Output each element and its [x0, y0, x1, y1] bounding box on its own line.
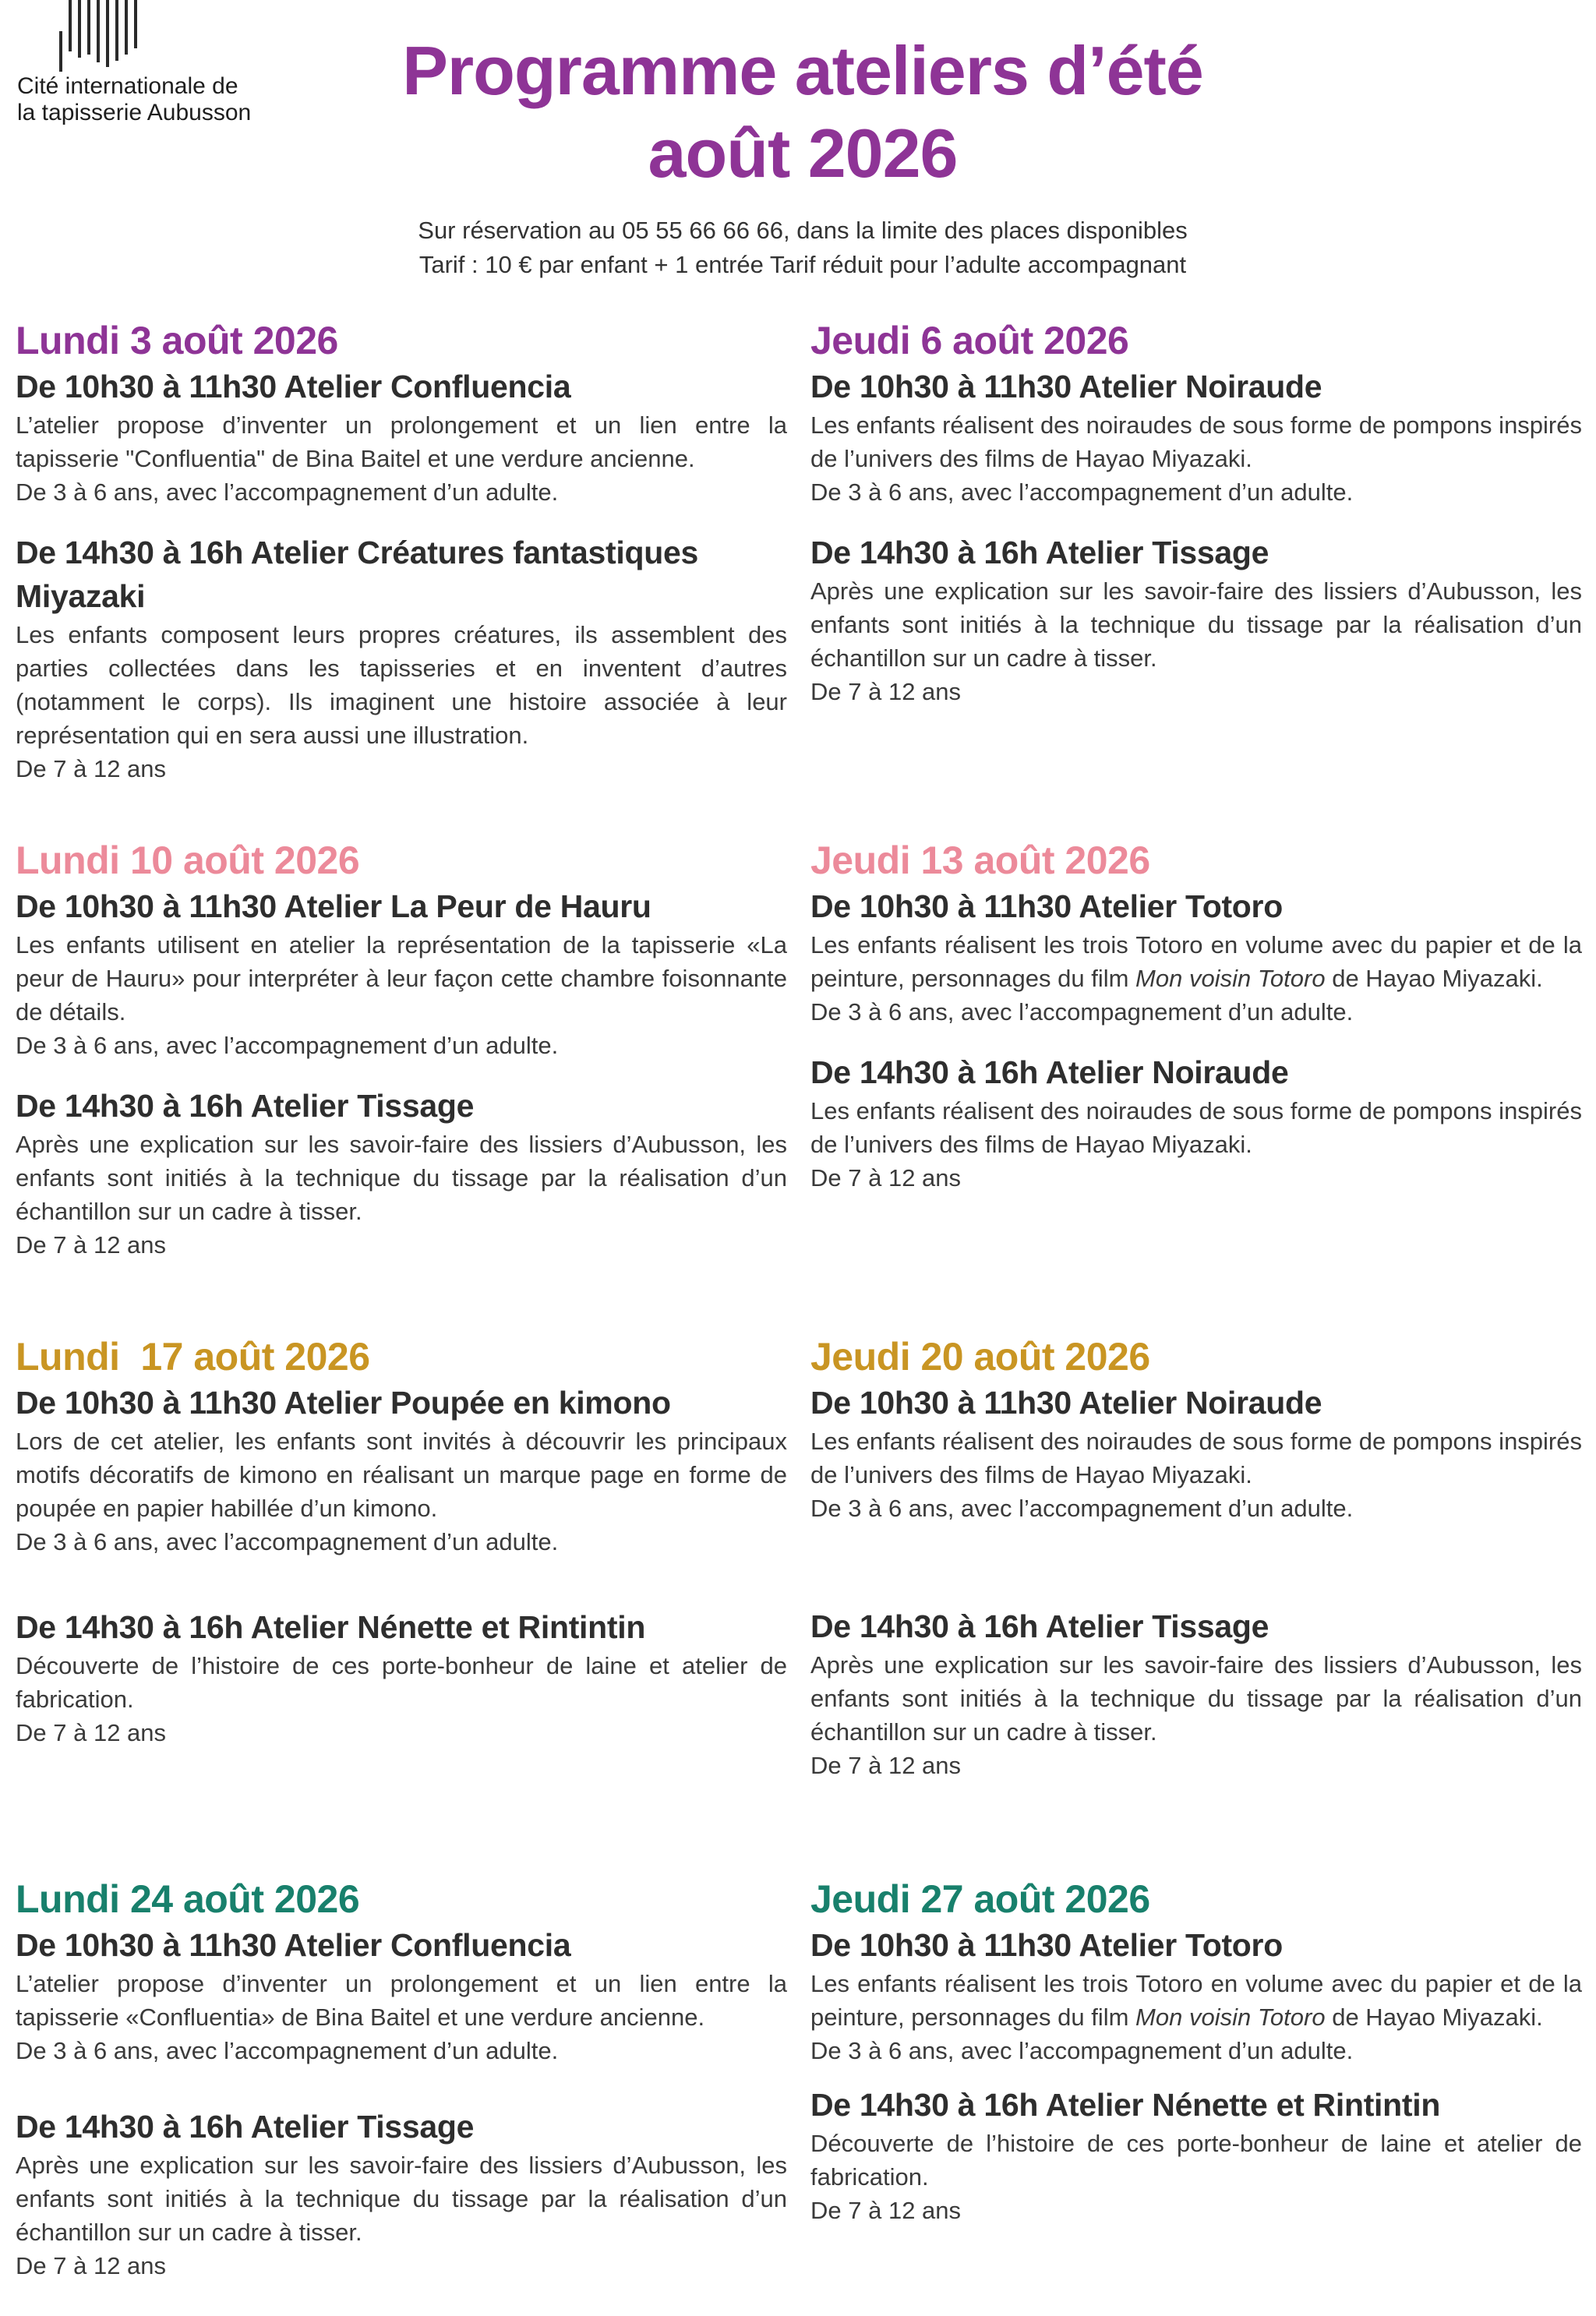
workshop-description: Découverte de l’histoire de ces porte-bonheur de laine et atelier de fabrication.: [16, 1652, 787, 1713]
description-text: de Hayao Miyazaki.: [1325, 965, 1543, 992]
workshop-description: L’atelier propose d’inventer un prolongement et un lien entre la tapisserie «Confluentia» de Bina Baitel et une verdure ancienne.: [16, 1970, 787, 2031]
day-section: [16, 1333, 787, 1749]
workshop-age: De 3 à 6 ans, avec l’accompagnement d’un adulte.: [810, 2037, 1354, 2064]
workshop-age: De 7 à 12 ans: [810, 1752, 962, 1779]
workshop-description: Après une explication sur les savoir-faire des lissiers d’Aubusson, les enfants sont initiés à la technique du tissage par la réalisation d’un échantillon sur un cadre à tisser.: [810, 577, 1582, 672]
workshop-heading: De 10h30 à 11h30 Atelier Poupée en kimono: [16, 1385, 671, 1421]
workshop-heading: De 14h30 à 16h Atelier Noiraude: [810, 1054, 1289, 1090]
workshop-description: Les enfants composent leurs propres créatures, ils assemblent des parties collectées dans les tapisseries et en inventent d’autres (notamment le corps). Ils imaginent une histoire associée à leur représentation qui en sera aussi une illustration.: [16, 621, 787, 749]
page-title-line2: août 2026: [648, 115, 958, 192]
workshop-age: De 7 à 12 ans: [16, 1231, 167, 1259]
day-section: [810, 316, 1582, 708]
day-date: Lundi 10 août 2026: [16, 838, 360, 882]
workshop-age: De 3 à 6 ans, avec l’accompagnement d’un adulte.: [16, 478, 559, 506]
day-date: Lundi 24 août 2026: [16, 1877, 360, 1921]
workshop-heading: De 14h30 à 16h Atelier Tissage: [810, 1608, 1269, 1644]
workshop-heading: De 10h30 à 11h30 Atelier Confluencia: [16, 369, 571, 404]
workshop-heading: De 14h30 à 16h Atelier Créatures fantastiques Miyazaki: [16, 535, 698, 614]
workshop-heading: De 10h30 à 11h30 Atelier Totoro: [810, 1927, 1283, 1963]
workshop-description: Les enfants réalisent des noiraudes de sous forme de pompons inspirés de l’univers des films de Hayao Miyazaki.: [810, 1097, 1582, 1158]
day-date: Jeudi 20 août 2026: [810, 1335, 1150, 1379]
workshop-age: De 7 à 12 ans: [16, 755, 167, 782]
logo-text-line1: Cité internationale de: [17, 73, 238, 99]
workshop-heading: De 14h30 à 16h Atelier Tissage: [16, 1088, 475, 1124]
workshop-age: De 7 à 12 ans: [16, 1719, 167, 1746]
reservation-line: Sur réservation au 05 55 66 66 66, dans la limite des places disponibles: [418, 217, 1188, 244]
workshop-heading: De 14h30 à 16h Atelier Nénette et Rintintin: [16, 1609, 646, 1645]
workshop-description: [810, 928, 1582, 995]
workshop-description: Lors de cet atelier, les enfants sont invités à découvrir les principaux motifs décoratifs de kimono en réalisant un marque page en forme de poupée en papier habillée d’un kimono.: [16, 1428, 787, 1522]
workshop-age: De 3 à 6 ans, avec l’accompagnement d’un adulte.: [16, 1528, 559, 1555]
description-text: Les enfants réalisent les trois Totoro en volume avec du papier et de la peinture, personnages du film: [810, 1970, 1582, 2031]
workshop-description: L’atelier propose d’inventer un prolongement et un lien entre la tapisserie "Confluentia" de Bina Baitel et une verdure ancienne.: [16, 411, 787, 472]
film-title: Mon voisin Totoro: [1135, 965, 1326, 992]
day-section: [16, 836, 787, 1262]
logo-text-aubusson: Aubusson: [147, 100, 252, 125]
page-title: [296, 30, 1309, 195]
workshop-description: [810, 1967, 1582, 2034]
workshop-heading: De 10h30 à 11h30 Atelier Totoro: [810, 888, 1283, 924]
workshop-age: De 7 à 12 ans: [810, 2197, 962, 2224]
workshop-description: Les enfants réalisent des noiraudes de sous forme de pompons inspirés de l’univers des films de Hayao Miyazaki.: [810, 411, 1582, 472]
tariff-line: Tarif : 10 € par enfant + 1 entrée Tarif réduit pour l’adulte accompagnant: [418, 251, 1187, 278]
day-section: [16, 1875, 787, 2282]
day-date: Jeudi 13 août 2026: [810, 838, 1150, 882]
day-date: Lundi 17 août 2026: [16, 1335, 370, 1379]
film-title: Mon voisin Totoro: [1135, 2004, 1326, 2031]
workshop-description: Après une explication sur les savoir-faire des lissiers d’Aubusson, les enfants sont initiés à la technique du tissage par la réalisation d’un échantillon sur un cadre à tisser.: [16, 1131, 787, 1225]
workshop-age: De 7 à 12 ans: [810, 1164, 962, 1192]
day-section: [810, 1875, 1582, 2227]
workshop-age: De 3 à 6 ans, avec l’accompagnement d’un adulte.: [810, 1495, 1354, 1522]
logo-bars-icon: [59, 0, 137, 70]
day-date: Jeudi 27 août 2026: [810, 1877, 1150, 1921]
description-text: Les enfants réalisent les trois Totoro en volume avec du papier et de la peinture, personnages du film: [810, 931, 1582, 992]
workshop-description: Après une explication sur les savoir-faire des lissiers d’Aubusson, les enfants sont initiés à la technique du tissage par la réalisation d’un échantillon sur un cadre à tisser.: [16, 2152, 787, 2246]
workshop-age: De 3 à 6 ans, avec l’accompagnement d’un adulte.: [810, 998, 1354, 1026]
workshop-description: Les enfants utilisent en atelier la représentation de la tapisserie «La peur de Hauru» pour interpréter à leur façon cette chambre foisonnante de détails.: [16, 931, 787, 1026]
logo-text-tapisserie: la tapisserie: [17, 100, 143, 125]
workshop-heading: De 10h30 à 11h30 Atelier Noiraude: [810, 1385, 1322, 1421]
page-title-line1: Programme ateliers d’été: [402, 32, 1203, 109]
workshop-description: Découverte de l’histoire de ces porte-bonheur de laine et atelier de fabrication.: [810, 2130, 1582, 2191]
workshop-heading: De 10h30 à 11h30 Atelier Confluencia: [16, 1927, 571, 1963]
workshop-age: De 3 à 6 ans, avec l’accompagnement d’un adulte.: [16, 1032, 559, 1059]
workshop-heading: De 14h30 à 16h Atelier Nénette et Rintintin: [810, 2087, 1441, 2123]
day-section: [16, 316, 787, 786]
workshop-age: De 3 à 6 ans, avec l’accompagnement d’un adulte.: [16, 2037, 559, 2064]
workshop-heading: De 14h30 à 16h Atelier Tissage: [16, 2109, 475, 2145]
workshop-age: De 3 à 6 ans, avec l’accompagnement d’un adulte.: [810, 478, 1354, 506]
day-section: [810, 1333, 1582, 1782]
reservation-info: [296, 214, 1309, 282]
workshop-description: Les enfants réalisent des noiraudes de sous forme de pompons inspirés de l’univers des films de Hayao Miyazaki.: [810, 1428, 1582, 1488]
workshop-heading: De 14h30 à 16h Atelier Tissage: [810, 535, 1269, 570]
workshop-age: De 7 à 12 ans: [16, 2252, 167, 2279]
day-date: Lundi 3 août 2026: [16, 319, 338, 362]
workshop-heading: De 10h30 à 11h30 Atelier Noiraude: [810, 369, 1322, 404]
workshop-heading: De 10h30 à 11h30 Atelier La Peur de Hauru: [16, 888, 651, 924]
workshop-age: De 7 à 12 ans: [810, 678, 962, 705]
day-date: Jeudi 6 août 2026: [810, 319, 1129, 362]
day-section: [810, 836, 1582, 1195]
description-text: de Hayao Miyazaki.: [1325, 2004, 1543, 2031]
logo-text-line2: [17, 100, 251, 126]
workshop-description: Après une explication sur les savoir-faire des lissiers d’Aubusson, les enfants sont initiés à la technique du tissage par la réalisation d’un échantillon sur un cadre à tisser.: [810, 1651, 1582, 1746]
